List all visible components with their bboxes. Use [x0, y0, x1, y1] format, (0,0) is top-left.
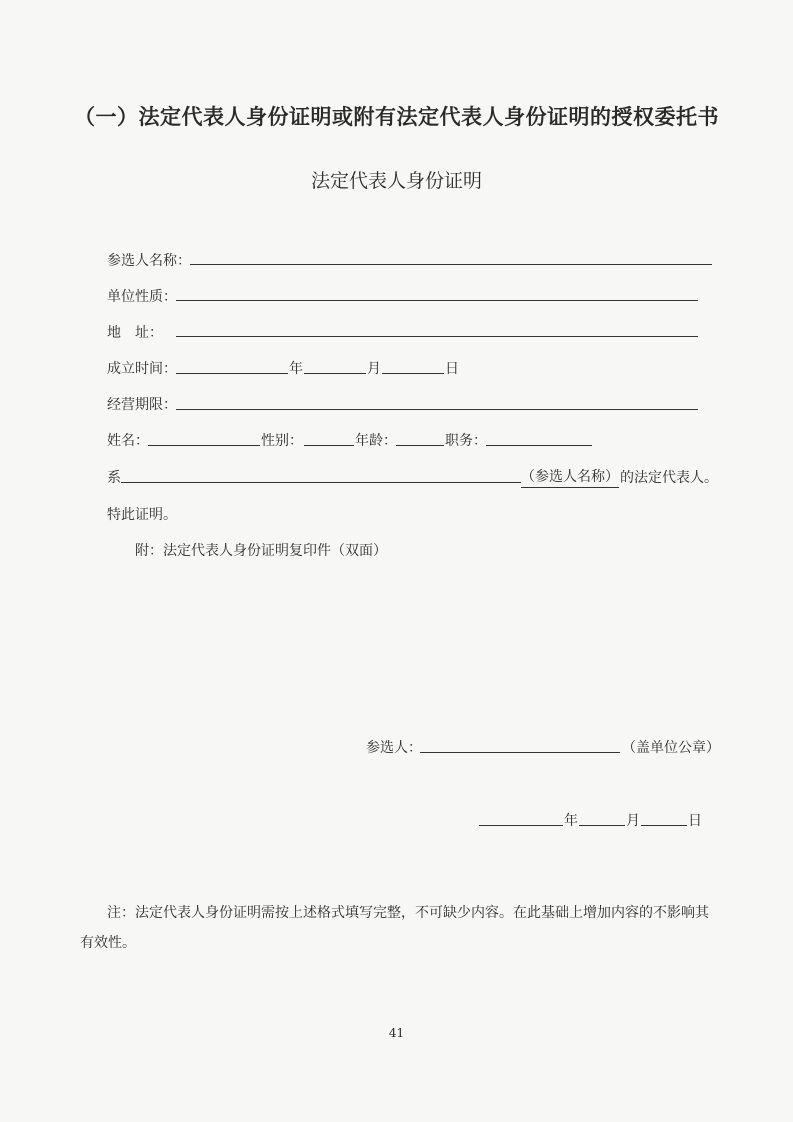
note-line-2: 有效性。	[80, 935, 136, 951]
sign-year-blank[interactable]	[479, 825, 563, 826]
field-position: 职务：	[445, 433, 487, 449]
bidder-name-hint: （参选人名称）	[521, 467, 619, 488]
is-prefix: 系	[107, 470, 121, 486]
section-subtitle: 法定代表人身份证明	[310, 170, 482, 192]
field-label: 地 址：	[107, 325, 163, 341]
year-label: 年	[289, 361, 303, 377]
note-line-1: 注：法定代表人身份证明需按上述格式填写完整，不可缺少内容。在此基础上增加内容的不影响其	[107, 905, 709, 921]
age-blank[interactable]	[396, 445, 444, 446]
field-established	[107, 358, 177, 380]
is-suffix: 的法定代表人。	[620, 470, 718, 486]
sign-day-label: 日	[688, 813, 702, 829]
day-label: 日	[445, 361, 459, 377]
page-number: 41	[388, 1026, 405, 1040]
month-label: 月	[367, 361, 381, 377]
representative-of-blank[interactable]	[121, 482, 521, 483]
field-gender: 性别：	[261, 433, 303, 449]
sign-day-blank[interactable]	[641, 825, 687, 826]
sign-year-label: 年	[564, 813, 578, 829]
attachment-note: 附：法定代表人身份证明复印件（双面）	[135, 543, 387, 559]
established-year-blank[interactable]	[176, 373, 288, 374]
field-business-term	[107, 394, 177, 416]
field-label: 参选人名称：	[107, 253, 191, 269]
field-label: 成立时间：	[107, 361, 177, 377]
sign-month-label: 月	[626, 813, 640, 829]
sign-month-blank[interactable]	[579, 825, 625, 826]
unit-nature-blank[interactable]	[176, 300, 698, 301]
established-day-blank[interactable]	[382, 373, 444, 374]
name-blank[interactable]	[148, 445, 260, 446]
field-age: 年龄：	[355, 433, 397, 449]
certify-text: 特此证明。	[107, 507, 177, 523]
position-blank[interactable]	[486, 445, 592, 446]
seal-note: （盖单位公章）	[622, 740, 720, 756]
gender-blank[interactable]	[304, 445, 354, 446]
field-address	[107, 322, 163, 344]
field-name: 姓名：	[107, 433, 149, 449]
address-blank[interactable]	[176, 336, 698, 337]
field-label: 单位性质：	[107, 289, 177, 305]
established-month-blank[interactable]	[304, 373, 366, 374]
bidder-name-blank[interactable]	[190, 264, 712, 265]
signature-bidder-blank[interactable]	[420, 752, 620, 753]
field-label: 经营期限：	[107, 397, 177, 413]
business-term-blank[interactable]	[176, 409, 698, 410]
document-title: （一）法定代表人身份证明或附有法定代表人身份证明的授权委托书	[74, 104, 719, 129]
field-unit-nature	[107, 286, 177, 308]
field-bidder-name	[107, 250, 191, 272]
signature-bidder-label: 参选人：	[366, 740, 422, 756]
